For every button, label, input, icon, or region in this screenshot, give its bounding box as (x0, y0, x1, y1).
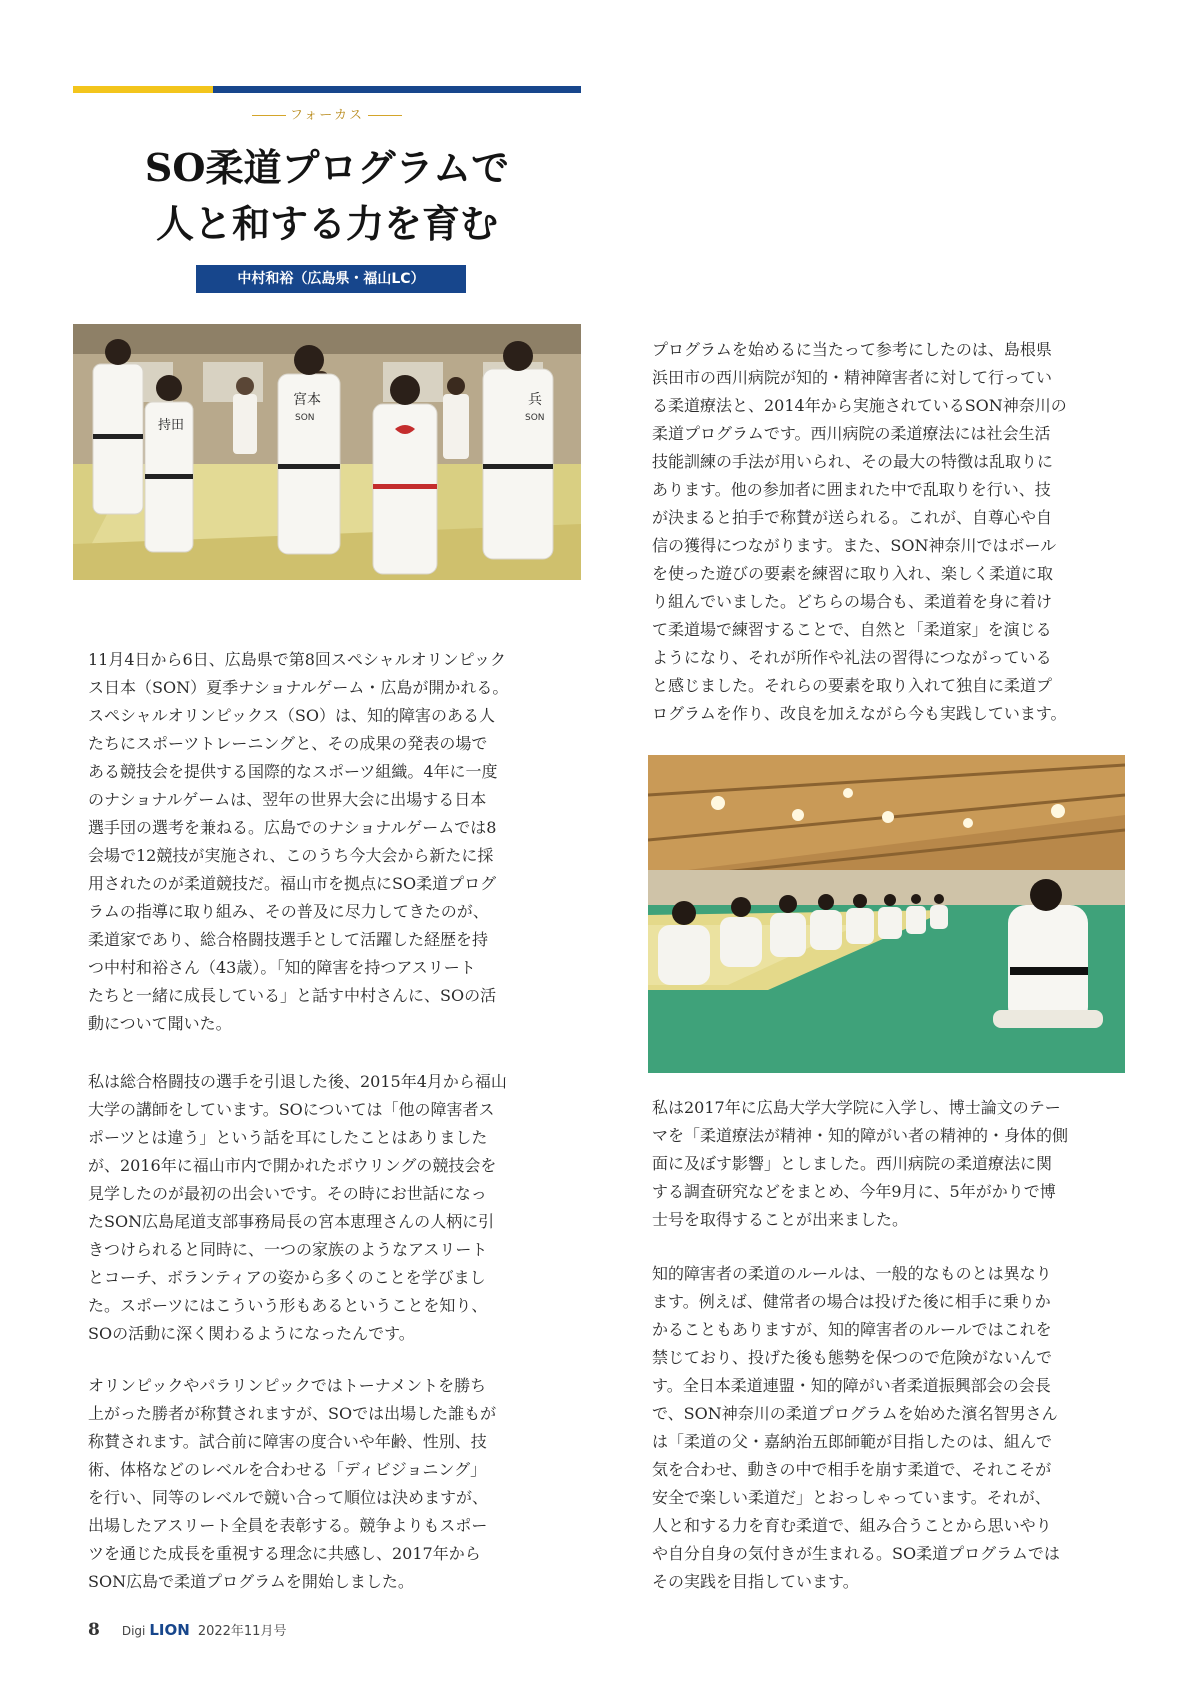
brand-prefix: Digi (121, 1624, 146, 1638)
label-miyamoto: 宮本 (293, 392, 321, 408)
section-label-text: フォーカス (289, 108, 365, 123)
section-rule-right (368, 115, 402, 116)
right-column-bottom-1 (652, 1094, 1142, 1234)
photo-judo-lineup (73, 324, 581, 580)
right-paragraph-2: 私は2017年に広島大学大学院に入学し、博士論文のテー マを「柔道療法が精神・知的障がい者の精神的・身体的側 面に及ぼす影響」としました。西川病院の柔道療法に関 する調査研究などをまとめ、今年9月に、5年がかりで博 士号を取得することが出来ました。 (652, 1098, 1069, 1229)
photo-judo-seiza-image (648, 755, 1125, 1073)
brand-name: LION (149, 1621, 190, 1639)
label-son-2: SON (525, 413, 545, 423)
left-column-3 (88, 1372, 588, 1596)
section-rule-left (252, 115, 286, 116)
label-son-1: SON (295, 413, 315, 423)
title-line-1: SO柔道プログラムで (144, 145, 510, 190)
header-bar-blue (213, 86, 581, 93)
right-column-top (652, 336, 1142, 728)
right-column-bottom-2 (652, 1260, 1142, 1596)
left-paragraph-1: 11月4日から6日、広島県で第8回スペシャルオリンピック ス日本（SON）夏季ナショナルゲーム・広島が開かれる。 スペシャルオリンピックス（SO）は、知的障害のある人 たちにスポーツトレーニングと、その成果の発表の場で ある競技会を提供する国際的なスポーツ組織。4年に一度 のナショナルゲームは、翌年の世界大会に出場する日本 選手団の選考を兼ねる。広島でのナショナルゲームでは8 会場で12競技が実施され、このうち今大会から新たに採 用されたのが柔道競技だ。福山市を拠点にSO柔道プログ ラムの指導に取り組み、その普及に尽力してきたのが、 柔道家であり、総合格闘技選手として活躍した経歴を持 つ中村和裕さん（43歳）。「知的障害を持つアスリート たちと一緒に成長している」と話す中村さんに、SOの活 動について聞いた。 (88, 650, 509, 1033)
title-line-2: 人と和する力を育む (155, 201, 498, 246)
photo-judo-seiza (648, 755, 1125, 1073)
page-number: 8 (88, 1620, 100, 1640)
left-column (88, 646, 588, 1038)
label-hyogo: 兵 (528, 392, 542, 408)
right-paragraph-1: プログラムを始めるに当たって参考にしたのは、島根県 浜田市の西川病院が知的・精神障害者に対して行ってい る柔道療法と、2014年から実施されているSON神奈川の 柔道プログラムです。西川病院の柔道療法には社会生活 技能訓練の手法が用いられ、その最大の特徴は乱取りに あります。他の参加者に囲まれた中で乱取りを行い、技 が決まると拍手で称賛が送られる。これが、自尊心や自 信の獲得につながります。また、SON神奈川ではボール を使った遊びの要素を練習に取り入れ、楽しく柔道に取 り組んでいました。どちらの場合も、柔道着を身に着け て柔道場で練習することで、自然と「柔道家」を演じる ようになり、それが所作や礼法の習得につながっている と感じました。それらの要素を取り入れて独自に柔道プ ログラムを作り、改良を加えながら今も実践しています。 (652, 340, 1067, 723)
left-paragraph-2: 私は総合格闘技の選手を引退した後、2015年4月から福山 大学の講師をしています。SOについては「他の障害者ス ポーツとは違う」という話を耳にしたことはありました が、2016年に福山市内で開かれたボウリングの競技会を 見学したのが最初の出会いです。その時にお世話になっ たSON広島尾道支部事務局長の宮本恵理さんの人柄に引 きつけられると同時に、一つの家族のようなアスリート とコーチ、ボランティアの姿から多くのことを学びまし た。スポーツにはこういう形もあるということを知り、 SOの活動に深く関わるようになったんです。 (88, 1072, 507, 1343)
right-paragraph-3: 知的障害者の柔道のルールは、一般的なものとは異なり ます。例えば、健常者の場合は投げた後に相手に乗りか かることもありますが、知的障害者のルールではこれを 禁じており、投げた後も態勢を保つので危険がないんで す。全日本柔道連盟・知的障がい者柔道振興部会の会長 で、SON神奈川の柔道プログラムを始めた濱名智男さん は「柔道の父・嘉納治五郎師範が目指したのは、組んで 気を合わせ、動きの中で相手を崩す柔道で、それこそが 安全で楽しい柔道だ」とおっしゃっています。それが、 人と和する力を育む柔道で、組み合うことから思いやり や自分自身の気付きが生まれる。SO柔道プログラムでは その実践を目指しています。 (652, 1264, 1060, 1591)
header-bar-yellow (73, 86, 213, 93)
section-label (73, 104, 581, 123)
author-byline: 中村和裕（広島県・福山LC） (196, 265, 466, 293)
header-color-bar (73, 86, 581, 93)
label-mochida: 持田 (158, 418, 185, 433)
page-footer (88, 1620, 286, 1644)
article-title (73, 140, 581, 252)
issue-date: 2022年11月号 (197, 1624, 287, 1639)
left-column-2 (88, 1068, 588, 1348)
left-paragraph-3: オリンピックやパラリンピックではトーナメントを勝ち 上がった勝者が称賛されますが、SOでは出場した誰もが 称賛されます。試合前に障害の度合いや年齢、性別、技 術、体格などのレベルを合わせる「ディビジョニング」 を行い、同等のレベルで競い合って順位は決めますが、 出場したアスリート全員を表彰する。競争よりもスポー ツを通じた成長を重視する理念に共感し、2017年から SON広島で柔道プログラムを開始しました。 (88, 1376, 497, 1591)
photo-judo-lineup-image (73, 324, 581, 580)
